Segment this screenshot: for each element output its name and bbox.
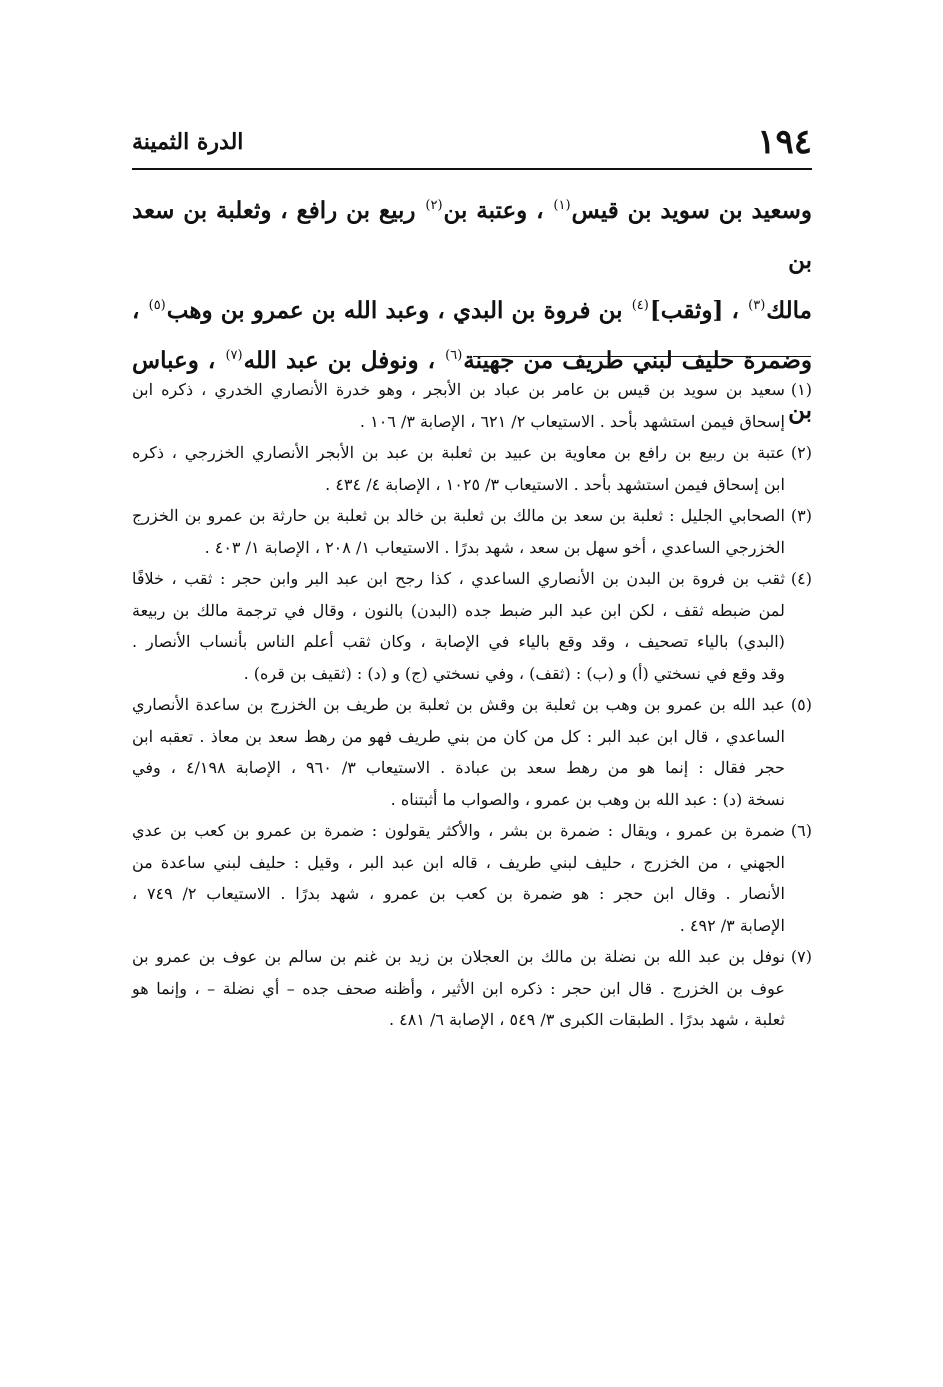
footnote-6 <box>132 815 812 941</box>
running-title: الدرة الثمينة <box>132 129 244 155</box>
footnote-line: الصحابي الجليل : ثعلبة بن سعد بن مالك بن ثعلبة بن خالد بن ثعلبة بن حارثة بن عمرو بن الخزرج <box>132 506 785 525</box>
footnote-line: وقد وقع في نسختي (أ) و (ب) : (ثقف) ، وفي نسختي (ج) و (د) : (ثقيف بن قره) . <box>243 663 785 683</box>
text-segment: ربيع بن رافع ، وثعلبة بن سعد بن <box>132 197 812 274</box>
footnote-1 <box>132 374 812 437</box>
footnote-line: الأنصار . وقال ابن حجر : هو ضمرة بن كعب بن عمرو ، شهد بدرًا . الاستيعاب ٢/ ٧٤٩ ، <box>132 884 785 903</box>
footnote-number: (١) <box>790 380 812 399</box>
footnote-line: إسحاق فيمن استشهد بأحد . الاستيعاب ٢/ ٦٢١ ، الإصابة ٣/ ١٠٦ . <box>359 411 785 431</box>
footnote-line: عبد الله بن عمرو بن وهب بن ثعلبة بن وقش بن ثعلبة بن طريف بن الخزرج بن ساعدة الأنصاري <box>132 695 785 714</box>
footnote-line: ثعلبة ، شهد بدرًا . الطبقات الكبرى ٣/ ٥٤٩ ، الإصابة ٦/ ٤٨١ . <box>388 1010 785 1029</box>
text-segment: ، وعباس بن <box>132 347 812 424</box>
text-segment: ، ونوفل بن عبد الله <box>243 347 436 374</box>
footnote-line: الساعدي ، قال ابن عبد البر : كل من كان من بني طريف فهو من رهط سعد بن معاذ . تعقبه ابن <box>132 726 785 746</box>
footnote-marker-2[interactable]: (٢) <box>425 198 443 214</box>
footnote-2 <box>132 437 812 500</box>
footnote-marker-7[interactable]: (٧) <box>225 348 243 364</box>
footnote-line: حجر فقال : إنما هو من رهط سعد بن عبادة . الاستيعاب ٣/ ٩٦٠ ، الإصابة ٤/١٩٨ ، وفي <box>132 758 785 777</box>
text-segment: وسعيد بن سويد بن قيس <box>571 197 813 224</box>
footnote-separator <box>473 356 811 357</box>
footnote-4 <box>132 563 812 689</box>
footnote-line: نسخة (د) : عبد الله بن وهب بن عمرو ، والصواب ما أثبتناه . <box>390 789 785 809</box>
page-header <box>132 120 812 164</box>
footnote-line: عتبة بن ربيع بن رافع بن معاوية بن عبيد بن ثعلبة بن عبد بن الأبجر الأنصاري الخزرجي ، ذكره <box>132 443 785 462</box>
text-segment: وضمرة حليف لبني طريف من جهينة <box>463 347 813 374</box>
footnote-7 <box>132 941 812 1036</box>
footnote-line: الخزرجي الساعدي ، أخو سهل بن سعد ، شهد بدرًا . الاستيعاب ١/ ٢٠٨ ، الإصابة ١/ ٤٠٣ . <box>204 537 785 557</box>
footnote-line: لمن ضبطه ثقف ، لكن ابن عبد البر ضبط جده (البدن) بالنون ، وقال في ترجمة مالك بن ربيعة <box>132 600 785 620</box>
text-segment: ، [وثقب] <box>649 297 739 324</box>
footnote-marker-1[interactable]: (١) <box>553 198 571 214</box>
header-rule <box>132 168 812 170</box>
footnote-line: عوف بن الخزرج . قال ابن حجر : ذكره ابن الأثير ، وأظنه صحف جده – أي نضلة – ، وإنما هو <box>132 978 785 998</box>
footnote-text <box>132 563 785 689</box>
footnote-text <box>132 815 785 941</box>
footnote-number: (٦) <box>790 821 812 840</box>
footnote-line: الجهني ، من الخزرج ، حليف لبني طريف ، قاله ابن عبد البر ، وقيل : حليف لبني ساعدة من <box>132 852 785 872</box>
footnote-line: سعيد بن سويد بن قيس بن عامر بن عباد بن الأبجر ، وهو خدرة الأنصاري الخدري ، ذكره ابن <box>132 380 785 399</box>
footnote-marker-3[interactable]: (٣) <box>748 298 766 314</box>
footnote-number: (٣) <box>790 506 812 525</box>
footnote-text <box>132 689 785 815</box>
footnote-marker-4[interactable]: (٤) <box>631 298 649 314</box>
footnote-line: الإصابة ٣/ ٤٩٢ . <box>679 915 785 935</box>
page-number: ١٩٤ <box>757 122 812 162</box>
footnote-number: (٥) <box>790 695 812 714</box>
footnote-number: (٢) <box>790 443 812 462</box>
footnote-text <box>132 374 785 437</box>
footnote-line: (البدي) بالياء تصحيف ، وقد وقع بالياء في الإصابة ، وكان ثقب أعلم الناس بأنساب الأنصار . <box>132 632 785 651</box>
text-segment: بن فروة بن البدي ، وعبد الله بن عمرو بن وهب <box>166 297 623 324</box>
footnote-line: ابن إسحاق فيمن استشهد بأحد . الاستيعاب ٣/ ١٠٢٥ ، الإصابة ٤/ ٤٣٤ . <box>325 474 785 494</box>
footnote-number: (٤) <box>790 569 812 588</box>
footnote-text <box>132 437 785 500</box>
footnote-marker-6[interactable]: (٦) <box>445 348 463 364</box>
footnote-marker-5[interactable]: (٥) <box>148 298 166 314</box>
footnote-text <box>132 500 785 563</box>
text-segment: ، <box>132 297 140 324</box>
footnote-line: ضمرة بن عمرو ، ويقال : ضمرة بن بشر ، والأكثر يقولون : ضمرة بن عمرو بن كعب بن عدي <box>132 821 785 840</box>
main-text-line-1 <box>132 186 812 286</box>
footnote-line: نوفل بن عبد الله بن نضلة بن مالك بن العجلان بن زيد بن غنم بن سالم بن عوف بن عمرو بن <box>132 947 785 966</box>
footnote-number: (٧) <box>790 947 812 966</box>
footnotes-list <box>132 374 812 1036</box>
footnote-3 <box>132 500 812 563</box>
main-text-line-2 <box>132 286 812 336</box>
footnote-5 <box>132 689 812 815</box>
footnote-text <box>132 941 785 1036</box>
text-segment: ، وعتبة بن <box>443 197 544 224</box>
text-segment: مالك <box>766 297 812 324</box>
footnote-line: ثقب بن فروة بن البدن بن الأنصاري الساعدي ، كذا رجح ابن عبد البر وابن حجر : ثقب ، خلافًا <box>132 569 785 588</box>
